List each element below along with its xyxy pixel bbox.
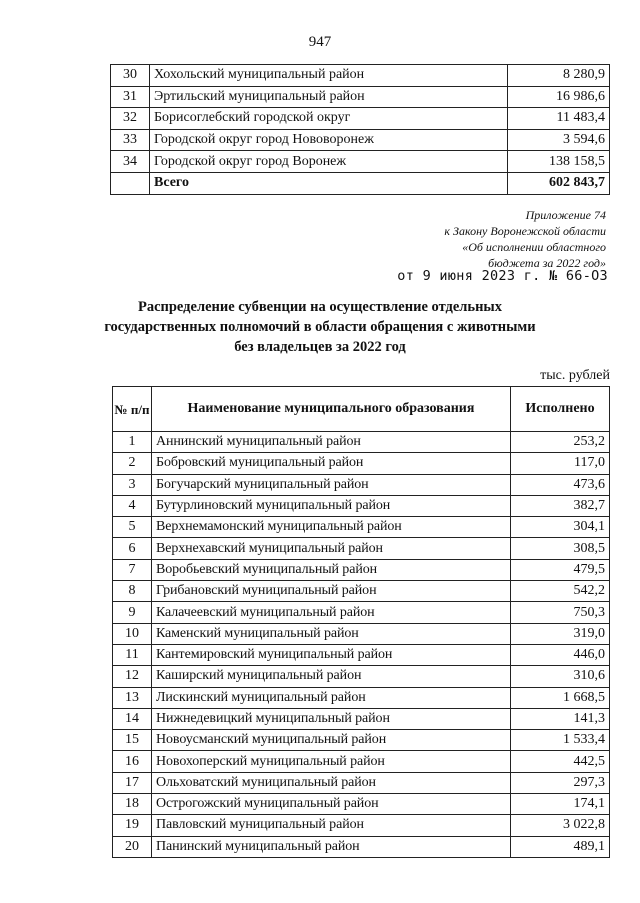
table-row xyxy=(113,730,610,751)
row-value: 8 280,9 xyxy=(508,65,610,87)
table-row xyxy=(111,65,610,87)
row-number: 20 xyxy=(113,836,152,857)
row-value: 479,5 xyxy=(511,559,610,580)
row-value: 319,0 xyxy=(511,623,610,644)
row-number: 4 xyxy=(113,495,152,516)
row-name: Павловский муниципальный район xyxy=(152,815,511,836)
table-row xyxy=(113,836,610,857)
document-title xyxy=(0,297,640,357)
row-name: Богучарский муниципальный район xyxy=(152,474,511,495)
row-value: 141,3 xyxy=(511,708,610,729)
row-value: 446,0 xyxy=(511,644,610,665)
table-row xyxy=(111,108,610,130)
row-name: Аннинский муниципальный район xyxy=(152,432,511,453)
row-number: 17 xyxy=(113,772,152,793)
row-name: Панинский муниципальный район xyxy=(152,836,511,857)
row-value: 442,5 xyxy=(511,751,610,772)
row-value: 174,1 xyxy=(511,794,610,815)
title-line-2: государственных полномочий в области обращения с животными xyxy=(104,319,536,335)
row-number: 7 xyxy=(113,559,152,580)
row-name: Бутурлиновский муниципальный район xyxy=(152,495,511,516)
main-table-header xyxy=(113,387,610,432)
row-number: 8 xyxy=(113,581,152,602)
page-number: 947 xyxy=(308,34,332,50)
table-row xyxy=(113,432,610,453)
row-number: 6 xyxy=(113,538,152,559)
table-row xyxy=(111,129,610,151)
table-row xyxy=(113,581,610,602)
row-value: 382,7 xyxy=(511,495,610,516)
row-number: 32 xyxy=(111,108,150,130)
row-number: 13 xyxy=(113,687,152,708)
row-value: 11 483,4 xyxy=(508,108,610,130)
row-value: 308,5 xyxy=(511,538,610,559)
row-value: 3 594,6 xyxy=(508,129,610,151)
row-value: 297,3 xyxy=(511,772,610,793)
row-number: 12 xyxy=(113,666,152,687)
table-row xyxy=(113,602,610,623)
table-row xyxy=(113,794,610,815)
table-row xyxy=(113,517,610,538)
row-value: 489,1 xyxy=(511,836,610,857)
table-row xyxy=(113,623,610,644)
row-value: 138 158,5 xyxy=(508,151,610,173)
row-name: Каменский муниципальный район xyxy=(152,623,511,644)
row-name: Новохоперский муниципальный район xyxy=(152,751,511,772)
table-row xyxy=(113,474,610,495)
header-value: Исполнено xyxy=(511,387,610,432)
row-name: Грибановский муниципальный район xyxy=(152,581,511,602)
row-value: 117,0 xyxy=(511,453,610,474)
row-number: 30 xyxy=(111,65,150,87)
title-line-1: Распределение субвенции на осуществление отдельных xyxy=(137,299,503,315)
row-name: Ольховатский муниципальный район xyxy=(152,772,511,793)
row-name: Верхнехавский муниципальный район xyxy=(152,538,511,559)
units-label: тыс. рублей xyxy=(540,368,610,383)
header-name: Наименование муниципального образования xyxy=(152,387,511,432)
row-number: 1 xyxy=(113,432,152,453)
appendix-line-4: бюджета за 2022 год» xyxy=(488,256,606,270)
row-number: 19 xyxy=(113,815,152,836)
appendix-line-1: Приложение 74 xyxy=(525,208,606,222)
row-name: Воробьевский муниципальный район xyxy=(152,559,511,580)
table-row xyxy=(111,151,610,173)
header-num: № п/п xyxy=(113,387,152,432)
row-number: 5 xyxy=(113,517,152,538)
row-number: 3 xyxy=(113,474,152,495)
table-row xyxy=(113,666,610,687)
row-number: 10 xyxy=(113,623,152,644)
table-row xyxy=(113,772,610,793)
row-number: 34 xyxy=(111,151,150,173)
row-name: Новоусманский муниципальный район xyxy=(152,730,511,751)
table-row xyxy=(113,559,610,580)
row-value: 16 986,6 xyxy=(508,86,610,108)
row-name: Бобровский муниципальный район xyxy=(152,453,511,474)
row-name: Городской округ город Нововоронеж xyxy=(150,129,508,151)
total-row xyxy=(111,172,610,194)
row-number: 16 xyxy=(113,751,152,772)
row-number: 11 xyxy=(113,644,152,665)
table-row xyxy=(113,453,610,474)
decree-stamp: от 9 июня 2023 г. № 66-ОЗ xyxy=(397,268,608,284)
title-line-3: без владельцев за 2022 год xyxy=(234,339,406,355)
row-number: 14 xyxy=(113,708,152,729)
appendix-line-2: к Закону Воронежской области xyxy=(444,224,606,238)
total-value: 602 843,7 xyxy=(508,172,610,194)
row-name: Хохольский муниципальный район xyxy=(150,65,508,87)
row-value: 310,6 xyxy=(511,666,610,687)
row-number: 9 xyxy=(113,602,152,623)
main-table xyxy=(112,386,610,858)
table-row xyxy=(113,751,610,772)
row-name: Лискинский муниципальный район xyxy=(152,687,511,708)
row-number: 15 xyxy=(113,730,152,751)
row-value: 750,3 xyxy=(511,602,610,623)
row-value: 304,1 xyxy=(511,517,610,538)
appendix-note xyxy=(444,207,606,271)
table-row xyxy=(113,708,610,729)
row-number: 33 xyxy=(111,129,150,151)
row-name: Эртильский муниципальный район xyxy=(150,86,508,108)
table-row xyxy=(113,644,610,665)
table-row xyxy=(113,815,610,836)
row-name: Кантемировский муниципальный район xyxy=(152,644,511,665)
row-value: 1 668,5 xyxy=(511,687,610,708)
row-value: 542,2 xyxy=(511,581,610,602)
row-name: Калачеевский муниципальный район xyxy=(152,602,511,623)
row-number: 18 xyxy=(113,794,152,815)
table-row xyxy=(113,538,610,559)
row-value: 253,2 xyxy=(511,432,610,453)
table-row xyxy=(113,687,610,708)
row-name: Борисоглебский городской округ xyxy=(150,108,508,130)
row-name: Верхнемамонский муниципальный район xyxy=(152,517,511,538)
row-number: 31 xyxy=(111,86,150,108)
table-row xyxy=(113,495,610,516)
row-name: Нижнедевицкий муниципальный район xyxy=(152,708,511,729)
row-number: 2 xyxy=(113,453,152,474)
table-row xyxy=(111,86,610,108)
row-value: 3 022,8 xyxy=(511,815,610,836)
row-name: Острогожский муниципальный район xyxy=(152,794,511,815)
appendix-line-3: «Об исполнении областного xyxy=(462,240,606,254)
total-empty-cell xyxy=(111,172,150,194)
row-value: 1 533,4 xyxy=(511,730,610,751)
row-value: 473,6 xyxy=(511,474,610,495)
top-table xyxy=(110,64,610,195)
total-label: Всего xyxy=(150,172,508,194)
row-name: Каширский муниципальный район xyxy=(152,666,511,687)
row-name: Городской округ город Воронеж xyxy=(150,151,508,173)
